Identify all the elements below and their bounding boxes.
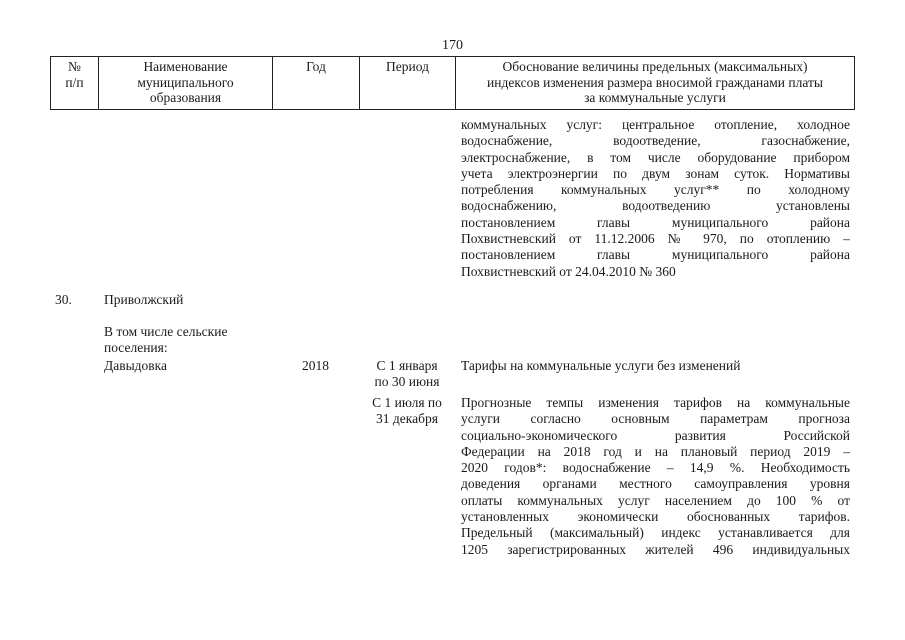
row-number: 30. bbox=[55, 292, 72, 307]
text-line: учета электроэнергии по двум зонам суток. Нормативы bbox=[461, 165, 850, 181]
text-line: Предельный (максимальный) индекс устанавливается для bbox=[461, 525, 850, 541]
settlement-name: Давыдовка bbox=[104, 358, 167, 373]
text-line: доведения органами местного самоуправления уровня bbox=[461, 476, 850, 492]
text-line: постановлением главы муниципального района bbox=[461, 214, 850, 230]
table-header-row bbox=[51, 57, 855, 110]
text-line: Федерации на 2018 год и на плановый период 2019 – bbox=[461, 443, 850, 459]
header-line: п/п bbox=[65, 74, 84, 90]
column-header-municipality bbox=[99, 57, 273, 110]
text-line: Похвистневский от 24.04.2010 № 360 bbox=[461, 263, 676, 279]
text-line: электроснабжение, в том числе оборудование прибором bbox=[461, 149, 850, 165]
period-first-half bbox=[358, 358, 456, 391]
text-line: водоснабжению, водоотведению установлены bbox=[461, 198, 850, 214]
basis-forecast-text bbox=[461, 395, 850, 558]
table-header bbox=[50, 56, 855, 110]
page-number: 170 bbox=[442, 38, 463, 53]
header-line: муниципального bbox=[137, 74, 234, 90]
header-line: Обоснование величины предельных (максимальных) bbox=[502, 59, 808, 74]
header-line: № bbox=[68, 59, 81, 74]
header-line: Наименование bbox=[143, 59, 228, 74]
subheading-line: поселения: bbox=[104, 340, 168, 356]
basis-tariffs-unchanged: Тарифы на коммунальные услуги без изменений bbox=[461, 358, 741, 373]
text-line: постановлением главы муниципального района bbox=[461, 247, 850, 263]
period-line: С 1 января bbox=[376, 358, 438, 373]
text-line: коммунальных услуг: центральное отопление, холодное bbox=[461, 117, 850, 132]
municipality-name: Приволжский bbox=[104, 292, 184, 307]
subheading-line: В том числе сельские bbox=[104, 324, 228, 339]
text-line: 2020 годов*: водоснабжение – 14,9 %. Необходимость bbox=[461, 460, 850, 476]
period-second-half bbox=[358, 395, 456, 428]
column-header-period bbox=[360, 57, 456, 110]
column-header-year bbox=[273, 57, 360, 110]
text-line: 1205 зарегистрированных жителей 496 индивидуальных bbox=[461, 541, 850, 557]
header-line: Период bbox=[386, 59, 429, 74]
period-line: 31 декабря bbox=[376, 411, 438, 427]
text-line: социально-экономического развития Российской bbox=[461, 427, 850, 443]
subheading bbox=[104, 324, 274, 357]
header-line: за коммунальные услуги bbox=[584, 90, 726, 105]
period-line: С 1 июля по bbox=[372, 395, 442, 410]
year-value: 2018 bbox=[302, 358, 329, 373]
header-line: индексов изменения размера вносимой гражданами платы bbox=[487, 74, 823, 90]
header-line: Год bbox=[306, 59, 326, 74]
text-line: потребления коммунальных услуг** по холодному bbox=[461, 182, 850, 198]
period-line: по 30 июня bbox=[374, 374, 440, 390]
column-header-number bbox=[51, 57, 99, 110]
text-line: услуги согласно основным параметрам прогноза bbox=[461, 411, 850, 427]
text-line: установленных экономически обоснованных тарифов. bbox=[461, 509, 850, 525]
text-line: оплаты коммунальных услуг населением до 100 % от bbox=[461, 492, 850, 508]
continuation-basis-text bbox=[461, 117, 850, 280]
text-line: Похвистневский от 11.12.2006 № 970, по отоплению – bbox=[461, 231, 850, 247]
text-line: водоснабжение, водоотведение, газоснабжение, bbox=[461, 133, 850, 149]
header-line: образования bbox=[149, 90, 222, 105]
column-header-basis bbox=[456, 57, 855, 110]
text-line: Прогнозные темпы изменения тарифов на коммунальные bbox=[461, 395, 850, 410]
